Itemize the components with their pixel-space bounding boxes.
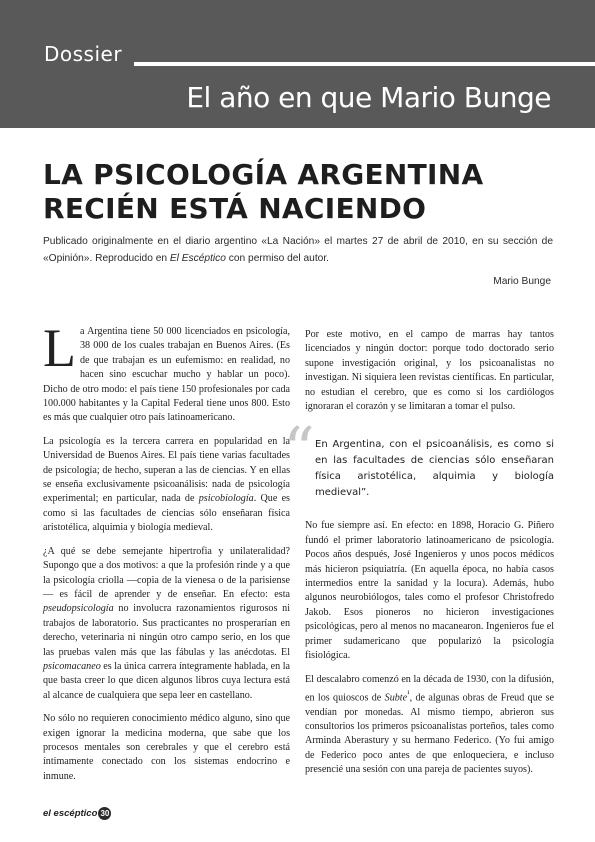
pull-quote-text: En Argentina, con el psicoanálisis, es como si en las facultades de ciencias sólo enseñaran física aristotélica, alquimia y biología medieval”.	[315, 439, 554, 499]
dossier-subtitle: El año en que Mario Bunge	[186, 81, 551, 114]
paragraph-3-italic: pseudopsicología	[43, 603, 114, 615]
header-banner	[0, 0, 595, 128]
paragraph-2-italic: psicobiología	[198, 493, 254, 505]
left-column	[43, 318, 290, 793]
paragraph-3-text-c: es la única carrera íntegramente hablada, en la que basta creer lo que dicen algunos libros cuya lectura está al alcance de cualquiera que sepa leer en castellano.	[43, 660, 290, 701]
page-footer	[43, 807, 111, 820]
paragraph-5: Por este motivo, en el campo de marras hay tantos licenciados y ningún doctor: porque todo doctorado serio supone investigación original, y los psicoanalistas no investigan. Ni siquiera leen revistas científicas. En particular, no estudian el cerebro, que es como si los cardiólogos ignoraran el corazón y se limitaran a tomar el pulso.	[305, 329, 554, 413]
paragraph-3-text-b: no involucra razonamientos rigurosos ni trabajos de laboratorio. Sus practicantes no prosperarían en derecho, veterinaria ni ningún otro campo serio, en los que las pruebas valen más que las fábulas y las anécdotas. El	[43, 603, 290, 658]
article-author: Mario Bunge	[493, 276, 551, 287]
intro-text-b: con permiso del autor.	[225, 253, 330, 264]
paragraph-2-text-b: . Que es como si las facultades de ciencias sólo enseñaran física aristotélica, alquimia y biología medieval.	[43, 493, 290, 534]
paragraph-6: No fue siempre así. En efecto: en 1898, Horacio G. Piñero fundó el primer laboratorio latinoamericano de psicología. Pocos años después, José Ingenieros y unos pocos médicos más hicieron psiquiatría. (En aquella época, no había casos intermedios entre la sanidad y la locura). Además, hubo algunos neurobiólogos, tales como el profesor Christofredo Jakob. Esos pioneros no hicieron investigaciones psicológicas, pero al menos no macanearon. Ingenieros fue el primer sudamericano que popularizó la psicología fisiológica.	[305, 520, 554, 662]
paragraph-4: No sólo no requieren conocimiento médico alguno, sino que exigen ignorar la medicina moderna, que sabe que los procesos mentales son cerebrales y que el cerebro está íntimamente conectado con los sistemas endocrino e inmune.	[43, 713, 290, 782]
drop-cap: L	[43, 318, 76, 378]
quote-mark-icon: “	[283, 413, 315, 487]
footnote-marker: ¹	[407, 688, 410, 698]
paragraph-1-text: a Argentina tiene 50 000 licenciados en psicología, 38 000 de los cuales trabajan en Buenos Aires. (Es de que trabajan es un eufemismo: en realidad, no hacen sino escuchar mucho y hablar un poco). Dicho de otro modo: el país tiene 150 profesionales por cada 100.000 habitantes y la Capital Federal tiene unos 800. Esto es más que cualquier otro país latinoamericano.	[43, 326, 290, 424]
article-intro	[43, 233, 553, 267]
paragraph-7-italic: Subte	[384, 692, 408, 704]
right-column	[283, 328, 554, 787]
magazine-name: el escéptico	[43, 808, 98, 819]
page-number: 30	[98, 807, 111, 820]
paragraph-7	[305, 673, 554, 778]
intro-text-a: Publicado originalmente en el diario argentino «La Nación» el martes 27 de abril de 2010, en su sección de «Opinión». Reproducido en	[43, 236, 553, 264]
intro-magazine-name: El Escéptico	[169, 253, 226, 264]
paragraph-2	[43, 435, 290, 536]
article-title	[43, 158, 563, 226]
section-rule	[134, 62, 595, 66]
title-line-2: RECIÉN ESTÁ NACIENDO	[43, 192, 427, 225]
paragraph-7-text-b: , de algunas obras de Freud que se vendían por monedas. Al mismo tiempo, abrieron sus consultorios los primeros psicoanalistas porteños, tales como Arminda Aberastury y su hermano Federico. (Yo fui amigo de Federico poco antes de que enloqueciera, e incluso presencié una sesión con una pareja de pacientes suyos).	[305, 692, 554, 776]
paragraph-3	[43, 545, 290, 703]
pull-quote	[283, 413, 554, 501]
paragraph-3-italic-2: psicomacaneo	[43, 660, 101, 672]
paragraph-2-text-a: La psicología es la tercera carrera en popularidad en la Universidad de Buenos Aires. El país tiene varias facultades de psicología; de hecho, superan a las de ciencias. Y en ellas se enseña exclusivamente psicoanálisis: nada de psicología experimental; en particular, nada de	[43, 435, 290, 505]
paragraph-1	[43, 318, 290, 426]
paragraph-3-text-a: ¿A qué se debe semejante hipertrofia y unilateralidad? Supongo que a dos motivos: a que la profesión rinde y a que la psicología criolla —copia de la vienesa o de la parisiense— es fácil de aprender y de enseñar. En efecto: esta	[43, 545, 290, 600]
section-label: Dossier	[44, 42, 123, 66]
paragraph-7-text-a: El descalabro comenzó en la década de 1930, con la difusión, en los quioscos de	[305, 673, 554, 704]
title-line-1: LA PSICOLOGÍA ARGENTINA	[43, 158, 484, 191]
